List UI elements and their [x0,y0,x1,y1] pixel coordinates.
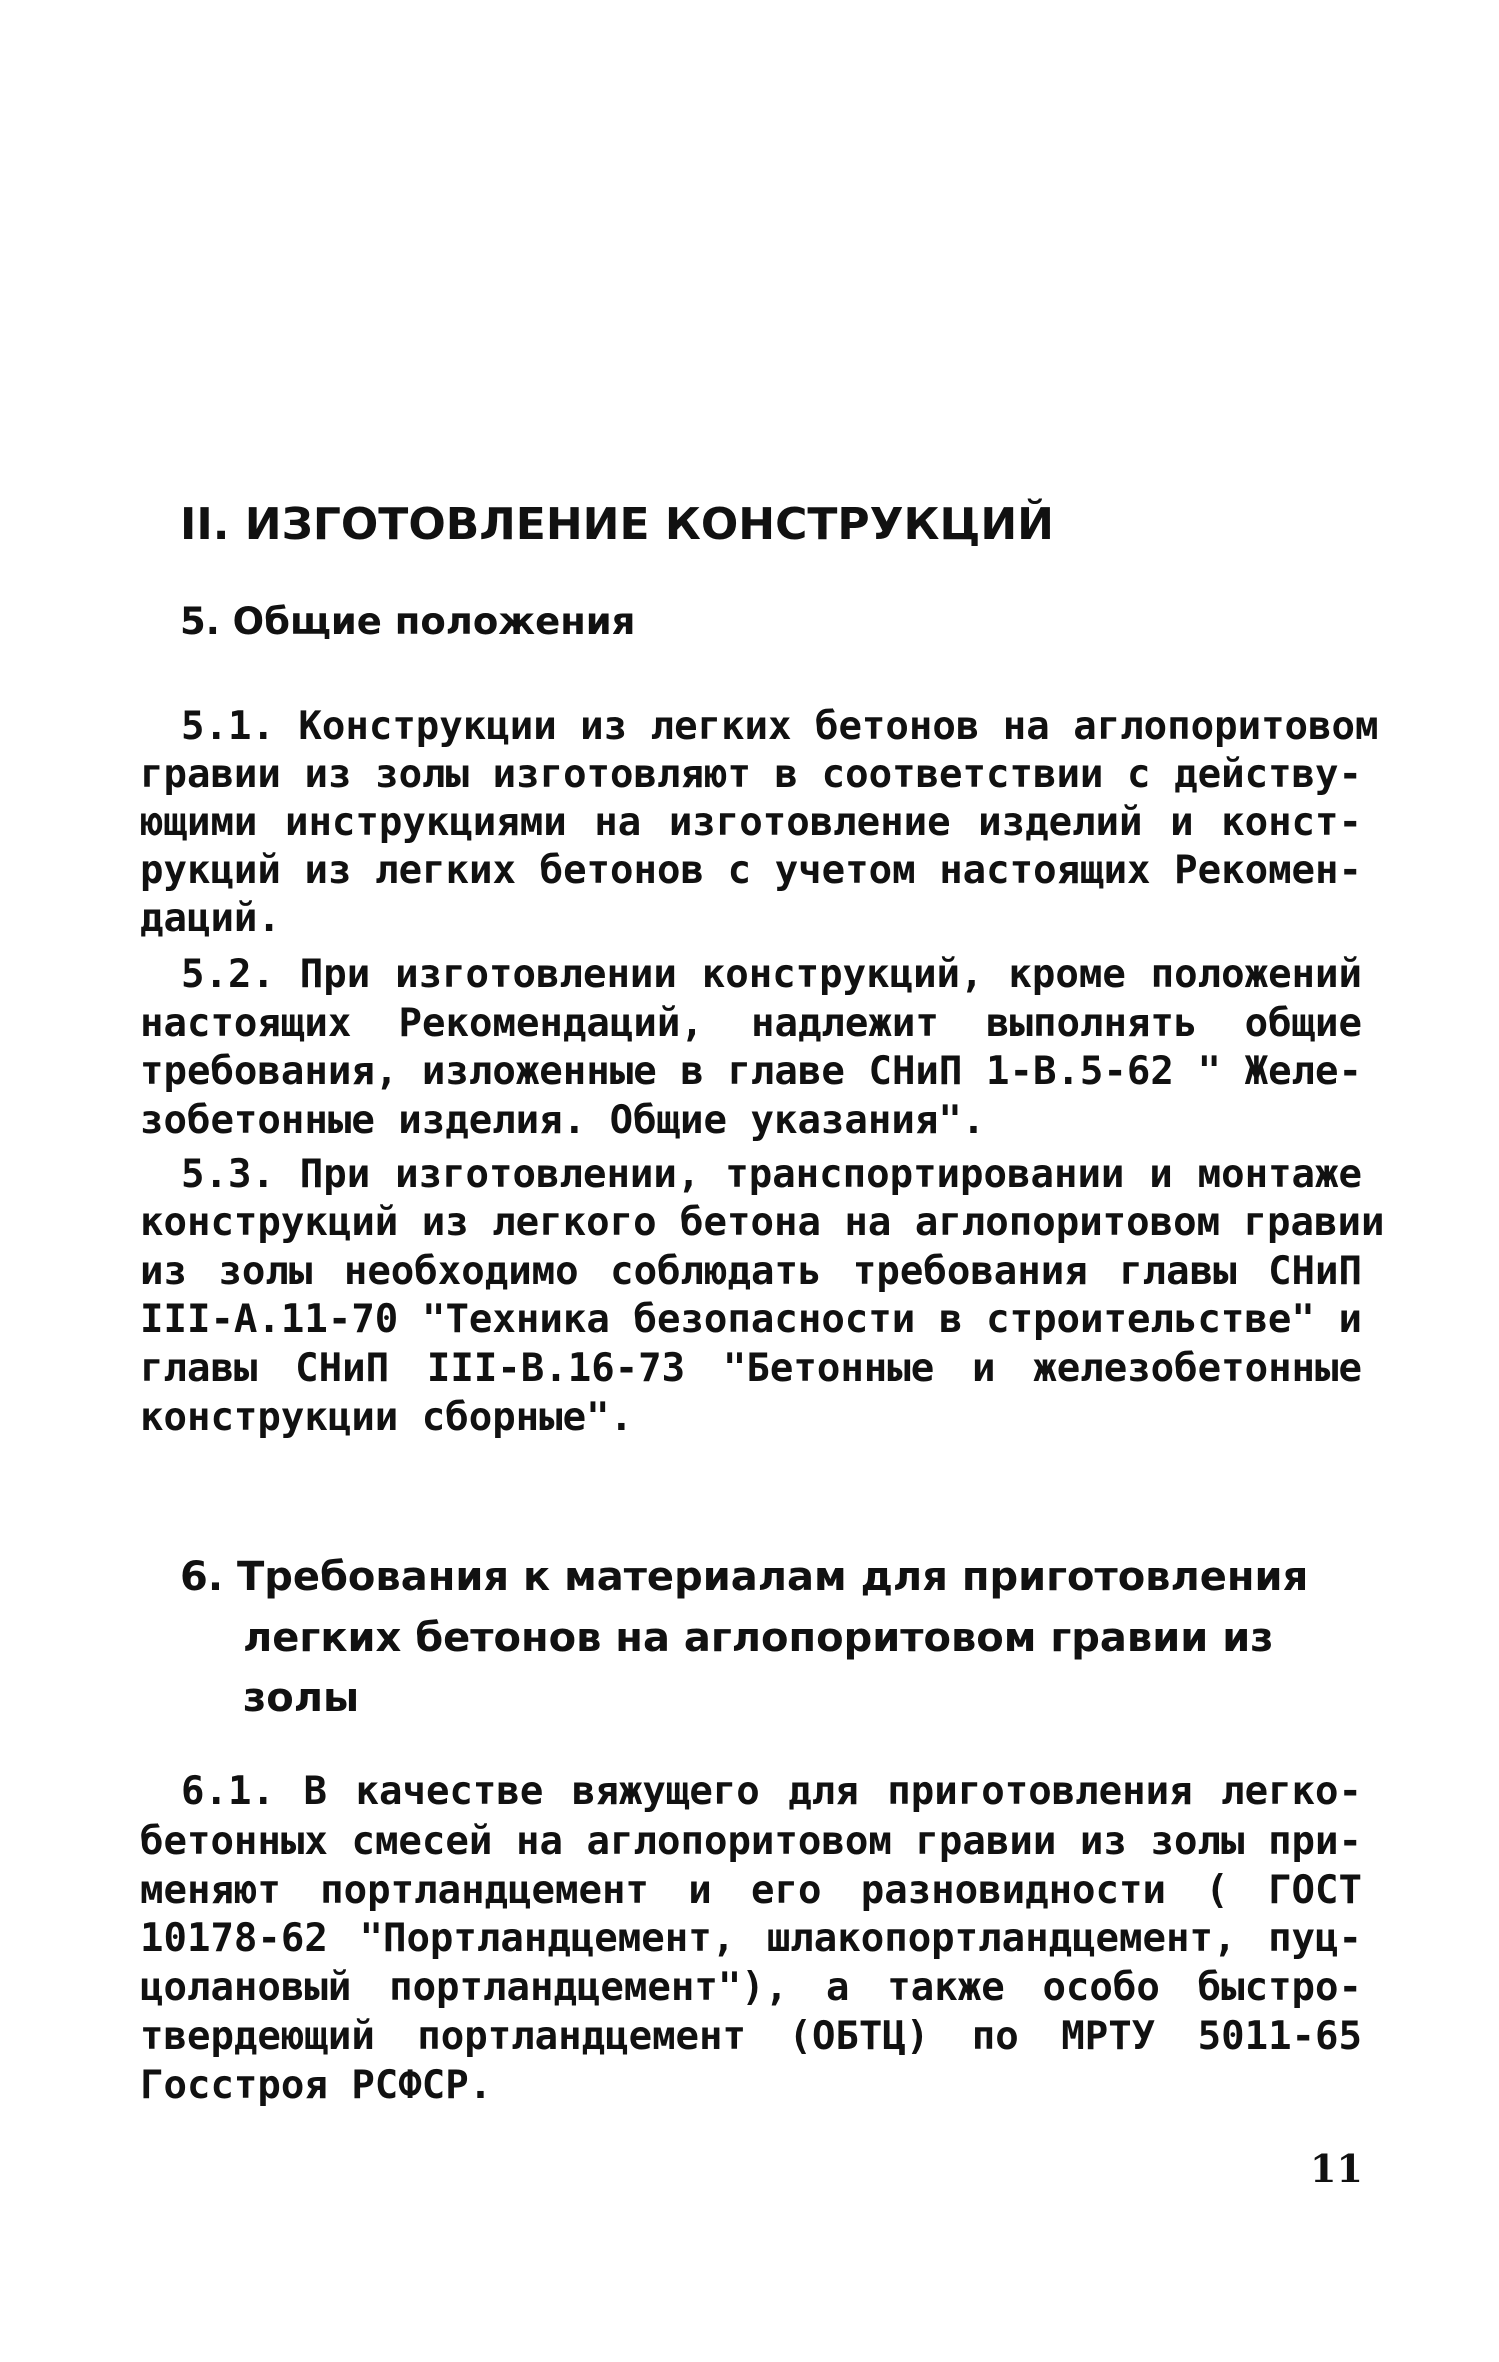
text-line: меняют портландцемент и его разновидности ( ГОСТ [140,1868,1362,1913]
text-line: 5.2. При изготовлении конструкций, кроме положений [181,952,1362,997]
text-line: требования, изложенные в главе СНиП 1-В.5-62 " Желе- [140,1049,1362,1094]
text-line: конструкций из легкого бетона на аглопоритовом гравии [140,1200,1385,1245]
text-line: Госстроя РСФСР. [140,2063,493,2108]
text-line: настоящих Рекомендаций, надлежит выполнять общие [140,1001,1362,1046]
text-line: бетонных смесей на аглопоритовом гравии из золы при- [140,1819,1362,1864]
text-line: III-А.11-70 "Техника безопасности в строительстве" и [140,1297,1362,1342]
section-6-heading-line: легких бетонов на аглопоритовом гравии из [243,1615,1274,1661]
text-line: гравии из золы изготовляют в соответствии с действу- [140,752,1362,797]
text-line: рукций из легких бетонов с учетом настоящих Рекомен- [140,848,1362,893]
page-number: 11 [1310,2146,1363,2191]
section-5-heading: 5. Общие положения [180,600,636,643]
text-line: ющими инструкциями на изготовление изделий и конст- [140,800,1362,845]
chapter-heading: II. ИЗГОТОВЛЕНИЕ КОНСТРУКЦИЙ [180,499,1054,550]
text-line: даций. [140,896,281,941]
text-line: главы СНиП III-В.16-73 "Бетонные и железобетонные [140,1346,1362,1391]
text-line: из золы необходимо соблюдать требования главы СНиП [140,1249,1362,1294]
text-line: зобетонные изделия. Общие указания". [140,1098,986,1143]
text-line: 5.3. При изготовлении, транспортировании и монтаже [181,1152,1362,1197]
text-line: цолановый портландцемент"), а также особо быстро- [140,1965,1362,2010]
text-line: 10178-62 "Портландцемент, шлакопортландцемент, пуц- [140,1916,1362,1961]
text-line: 6.1. В качестве вяжущего для приготовления легко- [181,1769,1362,1814]
section-6-heading-line: золы [243,1675,360,1721]
section-6-heading-line: 6. Требования к материалам для приготовления [180,1554,1309,1600]
text-line: конструкции сборные". [140,1395,634,1440]
text-line: твердеющий портландцемент (ОБТЦ) по МРТУ 5011-65 [140,2014,1362,2059]
text-line: 5.1. Конструкции из легких бетонов на аглопоритовом [181,704,1379,749]
